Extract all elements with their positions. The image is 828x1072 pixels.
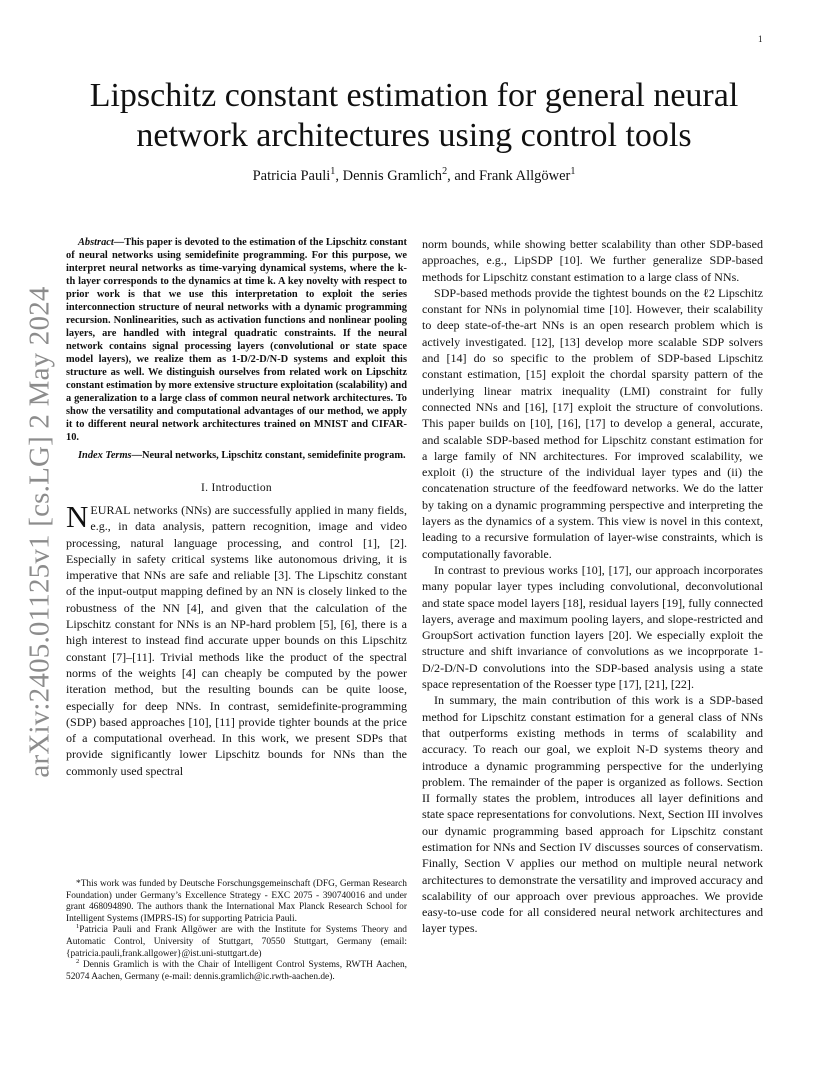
footnote-2: [66, 960, 407, 983]
footnote-funding: *This work was funded by Deutsche Forschungsgemeinschaft (DFG, German Research Foundation) under Germany’s Excellence Strategy - EXC 2075 - 390740016 and under grant 468094890. The authors thank the International Max Planck Research School for Intelligent Systems (IMPRS-IS) for supporting Patricia Pauli.: [66, 879, 407, 924]
intro-paragraph-3: In contrast to previous works [10], [17], our approach incorporates many popular layer types including convolutional, deconvolutional and state space model layers [18], residual layers [19], fully connected layers, average and maximum pooling layers, and slope-restricted and GroupSort activation function layers [20]. We especially exploit the structure and shift invariance of convolutions as we incoprporate 1-D/2-D/N-D convolutions into the SDP-based analysis using a state space representation of the Roesser type [17], [21], [22].: [422, 562, 763, 692]
right-column: [422, 236, 763, 937]
left-column: [66, 236, 407, 779]
footnote-1-text: Patricia Pauli and Frank Allgöwer are with the Institute for Systems Theory and Automatic Control, University of Stuttgart, 70550 Stuttgart, Germany (email: {patricia.pauli,frank.allgower}@ist.uni-stuttgart.de): [66, 925, 407, 959]
intro-paragraph-1: [66, 499, 407, 779]
author-1-affil: 1: [330, 166, 336, 178]
drop-cap: N: [66, 499, 89, 534]
footnote-1-mark: 1: [76, 923, 80, 931]
section-heading-introduction: I. Introduction: [201, 482, 272, 494]
author-sep-2: , and: [447, 168, 479, 184]
author-3-affil: 1: [570, 166, 576, 178]
intro-body-right: [422, 236, 763, 937]
index-terms-text: —Neural networks, Lipschitz constant, semidefinite program.: [131, 450, 406, 461]
abstract-label: Abstract: [78, 237, 114, 248]
intro-paragraph-2: SDP-based methods provide the tightest bounds on the ℓ2 Lipschitz constant for NNs in polynomial time [10]. However, their scalability to deep state-of-the-art NNs is an open research problem which is actively investigated. [12], [13] develop more scalable SDP solvers and [14] do so specific to the problem of SDP-based Lipschitz constant estimation, [15] exploit the chordal sparsity pattern of the underlying linear matrix inequality (LMI) constraint for fully connected NNs and [16], [17] exploit the structure of convolutions. This paper builds on [10], [16], [17] to develop a general, accurate, and scalable SDP-based method for Lipschitz constant estimation for a large family of NN architectures. For improved scalability, we exploit (i) the structure of the individual layer types and (ii) the concatenation structure of the feedfoward networks. We do the latter by taking on a dynamic programming perspective and interpreting the layers as the dynamics of a system. This view is novel in this context, leading to a recursive formulation of layer-wise constraints, which is computationally favorable.: [422, 285, 763, 561]
abstract: [66, 236, 407, 444]
arxiv-stamp-text: arXiv:2405.01125v1 [cs.LG] 2 May 2024: [23, 286, 56, 778]
intro-paragraph-4: In summary, the main contribution of this work is a SDP-based method for Lipschitz constant estimation for a general class of NNs that outperforms existing methods in terms of scalability and accuracy. To reach our goal, we exploit N-D systems theory and introduce a dynamic programming perspective for the underlying problem. The remainder of the paper is organized as follows. Section II formally states the problem, introduces all layer definitions and state space representations for convolutions. Next, Section III involves our dynamic programming based approach for Lipschitz constant estimation for NNs and Section IV discusses sources of conservatism. Finally, Section V applies our method on multiple neural network architectures to demonstrate the versatility and improved accuracy and scalability of our approach over previous approaches. We provide easy-to-use code for all considered neural network architectures and layer types.: [422, 693, 763, 936]
author-list: [60, 168, 768, 185]
title-line-2: network architectures using control tools: [136, 117, 692, 154]
index-terms: [66, 449, 407, 462]
paper-title: [60, 76, 768, 156]
page-number: 1: [758, 34, 763, 44]
intro-paragraph-1-text: EURAL networks (NNs) are successfully applied in many fields, e.g., in data analysis, pattern recognition, image and video processing, natural language processing, and control [1], [2]. Especially in safety critical systems like autonomous driving, it is imperative that NNs are safe and reliable [3]. The Lipschitz constant of the input-output mapping defined by an NN is closely linked to the robustness of the NN [4], and given that the calculation of the Lipschitz constant for NNs is an NP-hard problem [5], [6], there is a high interest to instead find accurate upper bounds on this Lipschitz constant [7]–[11]. Trivial methods like the product of the spectral norms of the weights [4] can cheaply be computed by the power iteration method, but the resulting bounds can be quite loose, especially for deep NNs. In contrast, semidefinite-programming (SDP) based approaches [10], [11] provide tighter bounds at the price of a computational overhead. In this work, we present SDPs that provide significantly lower Lipschitz bounds for NNs than the commonly used spectral: [66, 503, 407, 778]
author-sep-1: ,: [335, 168, 343, 184]
author-2: Dennis Gramlich: [342, 168, 443, 184]
arxiv-stamp: [20, 286, 60, 778]
footnote-1: [66, 925, 407, 960]
author-2-affil: 2: [442, 166, 448, 178]
index-terms-label: Index Terms: [78, 450, 132, 461]
title-line-1: Lipschitz constant estimation for general neural: [89, 77, 739, 114]
abstract-text: —This paper is devoted to the estimation of the Lipschitz constant of neural networks using semidefinite programming. For this purpose, we interpret neural networks as time-varying dynamical systems, where the k-th layer corresponds to the dynamics at time k. A key novelty with respect to prior work is that we use this interpretation to exploit the series interconnection structure of neural networks with a dynamic programming recursion. Nonlinearities, such as activation functions and nonlinear pooling layers, are handled with integral quadratic constraints. If the neural network contains signal processing layers (convolutional or state space model layers), we realize them as 1-D/2-D/N-D systems and exploit this structure as well. We distinguish ourselves from related work on Lipschitz constant estimation by more extensive structure exploitation (scalability) and a generalization to a large class of common neural network architectures. To show the versatility and computational advantages of our method, we apply it to different neural network architectures trained on MNIST and CIFAR-10.: [66, 237, 407, 443]
intro-body-left: [66, 499, 407, 779]
footnotes: [66, 879, 407, 983]
intro-paragraph-1-continued: norm bounds, while showing better scalability than other SDP-based approaches, e.g., LipSDP [10]. We further generalize SDP-based methods for Lipschitz constant estimation to a large class of NNs.: [422, 237, 763, 284]
author-3: Frank Allgöwer: [478, 168, 571, 184]
author-1: Patricia Pauli: [252, 168, 331, 184]
footnote-2-mark: 2: [76, 958, 80, 966]
footnote-2-text: Dennis Gramlich is with the Chair of Intelligent Control Systems, RWTH Aachen, 52074 Aachen, Germany (e-mail: dennis.gramlich@ic.rwth-aachen.de).: [66, 960, 407, 982]
